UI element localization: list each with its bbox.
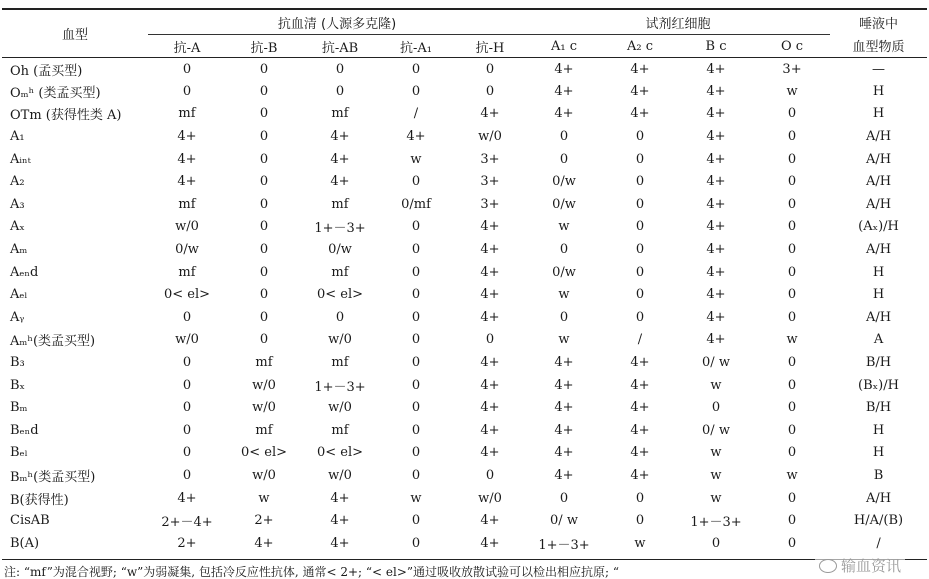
table-row: [2, 396, 927, 419]
reaction-cell: 4+: [554, 400, 574, 416]
reaction-cell: 0: [635, 242, 645, 258]
reaction-cell: /: [413, 106, 419, 122]
col-header: A₂ c: [626, 38, 653, 54]
blood-type-cell: Aₘʰ(类孟买型): [10, 334, 96, 350]
table-row: [2, 306, 927, 329]
reaction-cell: 0: [559, 242, 569, 258]
reaction-cell: 0: [182, 309, 192, 325]
reaction-cell: 4+: [706, 151, 726, 167]
col-header: A₁ c: [550, 38, 577, 54]
reaction-cell: 0: [411, 377, 421, 393]
reaction-cell: 0: [787, 287, 797, 303]
reaction-cell: 4+: [706, 129, 726, 145]
reaction-cell: A/H: [865, 129, 892, 145]
reaction-cell: 0< el>: [316, 445, 364, 461]
reaction-cell: 4+: [554, 467, 574, 483]
reaction-cell: 4+: [480, 422, 500, 438]
blood-type-cell: Oh (孟买型): [10, 63, 83, 79]
reaction-cell: 0: [335, 61, 345, 77]
reaction-cell: 4+: [177, 174, 197, 190]
reaction-cell: 4+: [177, 129, 197, 145]
reaction-cell: 3+: [480, 151, 500, 167]
reaction-cell: 2+: [177, 535, 197, 551]
reaction-cell: w/0: [252, 377, 276, 393]
reaction-cell: w: [786, 467, 798, 483]
watermark-text: 输血资讯: [840, 557, 901, 575]
reaction-cell: 0: [259, 196, 269, 212]
reaction-cell: 4+: [480, 287, 500, 303]
reaction-cell: 0: [411, 445, 421, 461]
reaction-cell: H: [872, 83, 885, 99]
reaction-cell: 4+: [706, 174, 726, 190]
reaction-cell: B: [873, 467, 884, 483]
reaction-cell: 0: [259, 242, 269, 258]
reaction-cell: 0: [711, 535, 721, 551]
reaction-cell: 1+－3+: [538, 537, 590, 553]
reaction-cell: A/H: [865, 196, 892, 212]
reaction-cell: 0: [787, 129, 797, 145]
reaction-cell: 4+: [177, 151, 197, 167]
reaction-cell: 0: [559, 151, 569, 167]
reaction-cell: w: [710, 377, 722, 393]
col-header: 抗-A₁: [400, 40, 432, 56]
reaction-cell: 0: [182, 61, 192, 77]
reaction-cell: 0: [635, 287, 645, 303]
reaction-cell: 0< el>: [316, 287, 364, 303]
reaction-cell: 0/w: [552, 196, 576, 212]
reaction-cell: 0: [411, 61, 421, 77]
reaction-cell: mf: [178, 264, 196, 280]
reaction-cell: B/H: [865, 355, 892, 371]
reaction-cell: 4+: [480, 309, 500, 325]
reaction-cell: 2+－4+: [161, 515, 213, 531]
reaction-cell: w: [710, 490, 722, 506]
reaction-cell: 0: [335, 83, 345, 99]
reaction-cell: 4+: [177, 490, 197, 506]
reaction-cell: w/0: [175, 332, 199, 348]
reaction-cell: 0: [787, 377, 797, 393]
reaction-cell: 3+: [480, 174, 500, 190]
reaction-cell: mf: [255, 355, 273, 371]
blood-type-cell: B(A): [10, 535, 40, 551]
reaction-cell: mf: [331, 422, 349, 438]
reaction-cell: w: [786, 332, 798, 348]
blood-type-cell: Aᵢₙₜ: [10, 151, 31, 167]
reaction-cell: 0: [559, 309, 569, 325]
reaction-cell: H: [872, 422, 885, 438]
reaction-cell: (Bₓ)/H: [858, 377, 899, 393]
reaction-cell: mf: [331, 355, 349, 371]
reaction-cell: 0: [711, 400, 721, 416]
reaction-cell: —: [872, 61, 886, 77]
saliva-header-line1: 唾液中: [859, 16, 899, 32]
reaction-cell: 4+: [630, 445, 650, 461]
reaction-cell: 4+: [706, 61, 726, 77]
reaction-cell: 0/ w: [550, 513, 578, 529]
reaction-cell: 0: [787, 264, 797, 280]
reaction-cell: 0: [787, 196, 797, 212]
reaction-cell: 4+: [480, 535, 500, 551]
saliva-header-line2: 血型物质: [852, 40, 905, 56]
reaction-cell: w: [558, 287, 570, 303]
reaction-cell: 4+: [630, 377, 650, 393]
table-row: [2, 351, 927, 374]
reaction-cell: 4+: [630, 467, 650, 483]
reaction-cell: w: [710, 445, 722, 461]
reaction-cell: A/H: [865, 242, 892, 258]
reaction-cell: 0: [411, 287, 421, 303]
reaction-cell: 4+: [330, 490, 350, 506]
blood-type-cell: Aₓ: [10, 219, 25, 235]
reaction-cell: 0: [259, 174, 269, 190]
reaction-cell: 4+: [480, 242, 500, 258]
blood-type-header: 血型: [2, 9, 148, 58]
reaction-cell: 0: [635, 196, 645, 212]
reaction-cell: 4+: [330, 129, 350, 145]
reaction-cell: 4+: [630, 61, 650, 77]
footnote: 注: “mf”为混合视野; “w”为弱凝集, 包括冷反应性抗体, 通常< 2+; “< el>”通过吸收放散试验可以检出相应抗原; “: [4, 565, 620, 579]
reagent-cells-group-header: 试剂红细胞: [526, 9, 830, 35]
reaction-cell: 4+: [254, 535, 274, 551]
reaction-cell: w: [558, 219, 570, 235]
reaction-cell: w/0: [328, 400, 352, 416]
blood-type-cell: B(获得性): [10, 492, 69, 508]
table-row: [2, 80, 927, 103]
reaction-cell: 0: [411, 83, 421, 99]
reaction-cell: mf: [178, 196, 196, 212]
blood-type-cell: Aₑₙd: [10, 264, 39, 280]
reaction-cell: A/H: [865, 174, 892, 190]
reaction-cell: 0: [411, 513, 421, 529]
reaction-cell: 0: [259, 264, 269, 280]
reaction-cell: 4+: [554, 106, 574, 122]
reaction-cell: 4+: [480, 445, 500, 461]
reaction-cell: 0: [787, 400, 797, 416]
table-row: [2, 125, 927, 148]
reaction-cell: 4+: [554, 355, 574, 371]
blood-type-cell: CisAB: [10, 513, 50, 529]
reaction-cell: 4+: [480, 219, 500, 235]
reaction-cell: H: [872, 106, 885, 122]
reaction-cell: 0: [787, 490, 797, 506]
reaction-cell: 0: [182, 467, 192, 483]
reaction-cell: 4+: [706, 287, 726, 303]
reaction-cell: 4+: [554, 377, 574, 393]
col-header: 抗-H: [475, 40, 505, 56]
blood-type-cell: Oₘʰ (类孟买型): [10, 85, 101, 101]
blood-type-cell: Bₓ: [10, 377, 26, 393]
reaction-cell: H: [872, 287, 885, 303]
antiserum-group-header: 抗血清 (人源多克隆): [148, 9, 526, 35]
reaction-cell: A/H: [865, 309, 892, 325]
reaction-cell: 4+: [480, 400, 500, 416]
wechat-icon: [819, 559, 837, 573]
reaction-cell: 4+: [706, 242, 726, 258]
reaction-cell: w: [258, 490, 270, 506]
reaction-cell: mf: [255, 422, 273, 438]
reaction-cell: 4+: [480, 513, 500, 529]
reaction-cell: 0/w: [328, 242, 352, 258]
reaction-cell: w/0: [175, 219, 199, 235]
reaction-cell: 4+: [630, 422, 650, 438]
reaction-cell: H: [872, 445, 885, 461]
reaction-cell: 4+: [554, 445, 574, 461]
col-header: B c: [705, 38, 727, 54]
reaction-cell: 0: [259, 61, 269, 77]
reaction-cell: 0: [787, 219, 797, 235]
reaction-cell: 0: [787, 355, 797, 371]
blood-type-cell: Aᵧ: [10, 309, 25, 325]
reaction-cell: 4+: [706, 264, 726, 280]
reaction-cell: 4+: [706, 332, 726, 348]
reaction-cell: 4+: [630, 400, 650, 416]
reaction-cell: w/0: [478, 490, 502, 506]
reaction-cell: 4+: [706, 83, 726, 99]
reaction-cell: mf: [178, 106, 196, 122]
reaction-cell: 0/ w: [702, 355, 730, 371]
blood-type-cell: A₁: [10, 129, 25, 145]
reaction-cell: 4+: [630, 106, 650, 122]
blood-type-cell: Bₘʰ(类孟买型): [10, 469, 96, 485]
header-row-1: [2, 9, 927, 35]
blood-type-cell: A₂: [10, 174, 25, 190]
reaction-cell: 0: [787, 151, 797, 167]
reaction-cell: 2+: [254, 513, 274, 529]
reaction-cell: 4+: [330, 535, 350, 551]
reaction-cell: 3+: [782, 61, 802, 77]
reaction-cell: 0: [182, 422, 192, 438]
reaction-cell: 0: [411, 422, 421, 438]
reaction-cell: B/H: [865, 400, 892, 416]
table-row: [2, 374, 927, 397]
reaction-cell: 4+: [706, 106, 726, 122]
reaction-cell: 0: [485, 332, 495, 348]
reaction-cell: 0: [485, 83, 495, 99]
reaction-cell: 0: [485, 61, 495, 77]
reaction-cell: 0: [411, 332, 421, 348]
table-row: [2, 532, 927, 555]
reaction-cell: 0/mf: [401, 196, 431, 212]
reaction-cell: 0/w: [552, 174, 576, 190]
reaction-cell: A/H: [865, 490, 892, 506]
table-row: [2, 419, 927, 442]
reaction-cell: 0: [259, 129, 269, 145]
reaction-cell: 0: [259, 332, 269, 348]
reaction-cell: 0: [787, 445, 797, 461]
col-header: 抗-A: [173, 40, 201, 56]
reaction-cell: A/H: [865, 151, 892, 167]
reaction-cell: 0: [787, 513, 797, 529]
reaction-cell: 0: [259, 83, 269, 99]
table-body: [2, 58, 927, 555]
reaction-cell: 0: [787, 422, 797, 438]
reaction-cell: /: [637, 332, 643, 348]
reaction-cell: 1+－3+: [314, 221, 366, 237]
reaction-cell: 0: [411, 535, 421, 551]
reaction-cell: w: [410, 490, 422, 506]
reaction-cell: 0: [559, 129, 569, 145]
col-header: 抗-AB: [321, 40, 359, 56]
blood-type-cell: OTm (获得性类 A): [10, 108, 122, 124]
table-bottom-rule: [2, 559, 927, 560]
blood-type-cell: Aₑₗ: [10, 287, 28, 303]
abo-subgroup-table: [2, 8, 927, 555]
reaction-cell: 1+－3+: [690, 515, 742, 531]
reaction-cell: 4+: [406, 129, 426, 145]
reaction-cell: 4+: [554, 61, 574, 77]
table-row: [2, 487, 927, 510]
table-row: [2, 283, 927, 306]
reaction-cell: 0: [182, 445, 192, 461]
blood-type-cell: A₃: [10, 196, 25, 212]
reaction-cell: mf: [331, 196, 349, 212]
table-row: [2, 238, 927, 261]
reaction-cell: 0: [411, 242, 421, 258]
reaction-cell: 0: [182, 400, 192, 416]
reaction-cell: 4+: [480, 106, 500, 122]
reaction-cell: 4+: [480, 264, 500, 280]
table-row: [2, 464, 927, 487]
reaction-cell: 0: [635, 513, 645, 529]
reaction-cell: 0: [787, 535, 797, 551]
reaction-cell: 4+: [330, 151, 350, 167]
reaction-cell: 0: [635, 151, 645, 167]
reaction-cell: 0: [635, 264, 645, 280]
reaction-cell: (Aₓ)/H: [858, 219, 899, 235]
blood-type-cell: B₃: [10, 355, 25, 371]
reaction-cell: w: [786, 83, 798, 99]
table-row: [2, 193, 927, 216]
reaction-cell: w: [634, 535, 646, 551]
reaction-cell: 3+: [480, 196, 500, 212]
reaction-cell: mf: [331, 264, 349, 280]
reaction-cell: mf: [331, 106, 349, 122]
reaction-cell: w: [410, 151, 422, 167]
blood-type-cell: Bₑₙd: [10, 422, 39, 438]
col-header: 抗-B: [250, 40, 278, 56]
reaction-cell: 4+: [480, 355, 500, 371]
table-row: [2, 216, 927, 239]
table-row: [2, 148, 927, 171]
reaction-cell: 0< el>: [240, 445, 288, 461]
reaction-cell: 0: [411, 467, 421, 483]
reaction-cell: 0: [635, 174, 645, 190]
watermark: [815, 555, 905, 576]
reaction-cell: 0: [259, 219, 269, 235]
blood-type-cell: Bₘ: [10, 400, 28, 416]
reaction-cell: 0: [485, 467, 495, 483]
reaction-cell: 0: [787, 309, 797, 325]
reaction-cell: 4+: [706, 219, 726, 235]
reaction-cell: 0: [335, 309, 345, 325]
reaction-cell: 0: [259, 287, 269, 303]
reaction-cell: 0: [635, 219, 645, 235]
reaction-cell: 0: [635, 490, 645, 506]
reaction-cell: 0: [787, 174, 797, 190]
reaction-cell: 0: [411, 400, 421, 416]
reaction-cell: 4+: [480, 377, 500, 393]
table-row: [2, 329, 927, 352]
reaction-cell: 0: [635, 129, 645, 145]
reaction-cell: 0: [259, 151, 269, 167]
reaction-cell: 0: [411, 264, 421, 280]
col-header: O c: [780, 38, 804, 54]
reaction-cell: 0: [182, 83, 192, 99]
reaction-cell: 0: [259, 309, 269, 325]
reaction-cell: w/0: [478, 129, 502, 145]
reaction-cell: 0: [411, 174, 421, 190]
reaction-cell: w: [558, 332, 570, 348]
reaction-cell: w/0: [328, 467, 352, 483]
table-row: [2, 103, 927, 126]
table-row: [2, 509, 927, 532]
table-row: [2, 58, 927, 81]
reaction-cell: 4+: [706, 309, 726, 325]
reaction-cell: 4+: [630, 355, 650, 371]
reaction-cell: A: [873, 332, 884, 348]
reaction-cell: 0/ w: [702, 422, 730, 438]
reaction-cell: 0: [411, 219, 421, 235]
blood-type-cell: Aₘ: [10, 242, 28, 258]
reaction-cell: w/0: [252, 400, 276, 416]
reaction-cell: 1+－3+: [314, 379, 366, 395]
reaction-cell: 0: [787, 106, 797, 122]
table-row: [2, 170, 927, 193]
reaction-cell: 0: [411, 309, 421, 325]
reaction-cell: 4+: [554, 422, 574, 438]
reaction-cell: 0: [635, 309, 645, 325]
reaction-cell: H: [872, 264, 885, 280]
reaction-cell: 4+: [706, 196, 726, 212]
reaction-cell: 0: [182, 377, 192, 393]
reaction-cell: 0: [259, 106, 269, 122]
reaction-cell: 0: [787, 242, 797, 258]
reaction-cell: 0: [411, 355, 421, 371]
table-row: [2, 261, 927, 284]
reaction-cell: 0< el>: [163, 287, 211, 303]
reaction-cell: 4+: [330, 513, 350, 529]
reaction-cell: 4+: [554, 83, 574, 99]
reaction-cell: 0: [559, 490, 569, 506]
reaction-cell: 0: [182, 355, 192, 371]
table-row: [2, 442, 927, 465]
reaction-cell: 0/w: [552, 264, 576, 280]
reaction-cell: w/0: [252, 467, 276, 483]
reaction-cell: 4+: [630, 83, 650, 99]
blood-type-cell: Bₑₗ: [10, 445, 28, 461]
reaction-cell: 0/w: [175, 242, 199, 258]
reaction-cell: 4+: [330, 174, 350, 190]
reaction-cell: w/0: [328, 332, 352, 348]
reaction-cell: H/A/(B): [853, 513, 904, 529]
reaction-cell: w: [710, 467, 722, 483]
reaction-cell: /: [876, 535, 881, 551]
